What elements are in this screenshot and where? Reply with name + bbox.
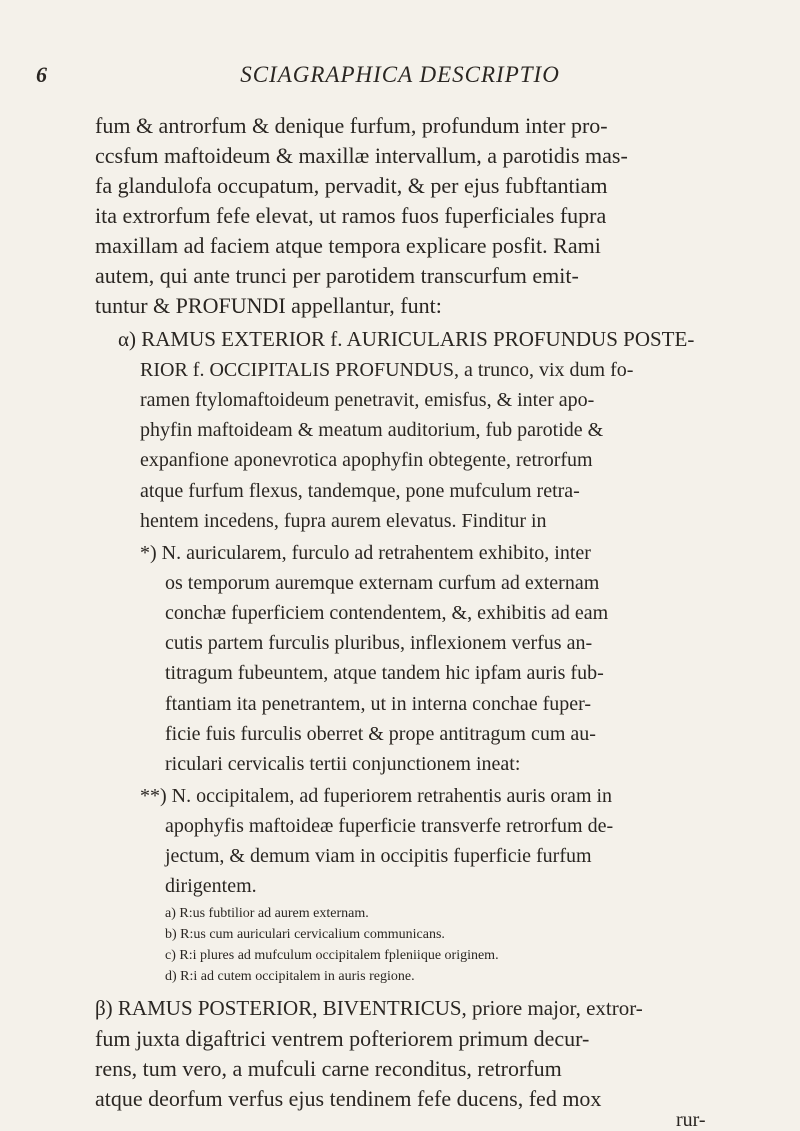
intro-line: maxillam ad faciem atque tempora explicare posfit. Rami xyxy=(95,233,601,258)
page-header xyxy=(0,62,800,92)
footnote-line: b) R:us cum auriculari cervicalium communicans. xyxy=(165,927,445,942)
star2-line: apophyfis maftoideæ fuperficie transverfe retrorfum de- xyxy=(165,815,614,837)
page-number: 6 xyxy=(36,62,47,87)
intro-line: tuntur & PROFUNDI appellantur, funt: xyxy=(95,293,442,318)
intro-line: ita extrorfum fefe elevat, ut ramos fuos fuperficiales fupra xyxy=(95,203,607,228)
star1-line: conchæ fuperficiem contendentem, &, exhibitis ad eam xyxy=(165,602,609,624)
alpha-line: atque furfum flexus, tandemque, pone mufculum retra- xyxy=(140,480,580,502)
beta-line: fum juxta digaftrici ventrem pofteriorem primum decur- xyxy=(95,1026,590,1051)
intro-line: fum & antrorfum & denique furfum, profundum inter pro- xyxy=(95,113,608,138)
beta-line: atque deorfum verfus ejus tendinem fefe ducens, fed mox xyxy=(95,1086,602,1111)
intro-line: ccsfum maftoideum & maxillæ intervallum, a parotidis mas- xyxy=(95,143,628,168)
running-title: SCIAGRAPHICA DESCRIPTIO xyxy=(240,62,560,87)
beta-line: β) RAMUS POSTERIOR, BIVENTRICUS, priore major, extror- xyxy=(95,996,643,1020)
star1-line: titragum fubeuntem, atque tandem hic ipfam auris fub- xyxy=(165,662,604,684)
intro-line: fa glandulofa occupatum, pervadit, & per ejus fubftantiam xyxy=(95,173,608,198)
catchword: rur- xyxy=(676,1109,706,1131)
alpha-line: expanfione aponevrotica apophyfin obtegente, retrorfum xyxy=(140,449,593,471)
star1-line: riculari cervicalis tertii conjunctionem ineat: xyxy=(165,753,521,775)
footnote-line: a) R:us fubtilior ad aurem externam. xyxy=(165,906,369,921)
star2-line: jectum, & demum viam in occipitis fuperficie furfum xyxy=(165,845,592,867)
footnote-line: d) R:i ad cutem occipitalem in auris regione. xyxy=(165,969,415,984)
intro-line: autem, qui ante trunci per parotidem transcurfum emit- xyxy=(95,263,579,288)
star1-line: *) N. auricularem, furculo ad retrahentem exhibito, inter xyxy=(140,542,591,564)
footnote-line: c) R:i plures ad mufculum occipitalem fpleniique originem. xyxy=(165,948,499,963)
star1-line: ficie fuis furculis oberret & prope antitragum cum au- xyxy=(165,723,596,745)
alpha-line: phyfin maftoideam & meatum auditorium, fub parotide & xyxy=(140,419,604,441)
star1-line: os temporum auremque externam curfum ad externam xyxy=(165,572,600,594)
alpha-line: RIOR f. OCCIPITALIS PROFUNDUS, a trunco, vix dum fo- xyxy=(140,359,634,381)
alpha-line: hentem incedens, fupra aurem elevatus. Finditur in xyxy=(140,510,547,532)
star1-line: cutis partem furculis pluribus, inflexionem verfus an- xyxy=(165,632,593,654)
star2-line: dirigentem. xyxy=(165,875,257,897)
alpha-line: α) RAMUS EXTERIOR f. AURICULARIS PROFUNDUS POSTE- xyxy=(118,327,695,351)
beta-line: rens, tum vero, a mufculi carne reconditus, retrorfum xyxy=(95,1056,562,1081)
star1-line: ftantiam ita penetrantem, ut in interna conchae fuper- xyxy=(165,693,592,715)
alpha-line: ramen ftylomaftoideum penetravit, emisfus, & inter apo- xyxy=(140,389,595,411)
star2-line: **) N. occipitalem, ad fuperiorem retrahentis auris oram in xyxy=(140,785,613,807)
